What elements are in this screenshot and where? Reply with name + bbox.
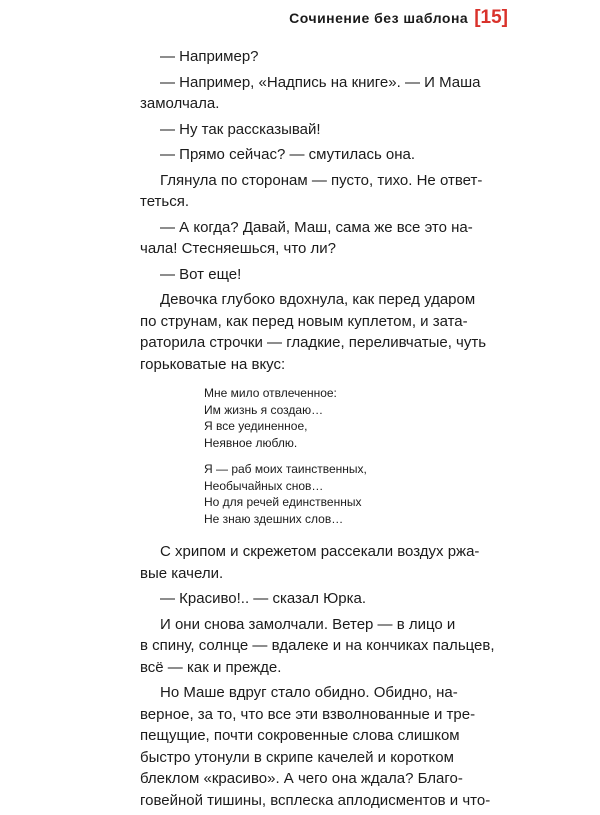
- poem-line: Я — раб моих таинственных,: [204, 462, 367, 476]
- text-line: вые качели.: [140, 564, 224, 582]
- text-line: — Прямо сейчас? — смутилась она.: [160, 146, 416, 163]
- text-line: говейной тишины, всплеска аплодисментов и что-: [140, 791, 491, 809]
- text-line: пещущие, почти сокровенные слова слишком: [140, 727, 460, 744]
- paragraph: [140, 682, 491, 811]
- poem-line: Я все уединенное,: [204, 419, 308, 433]
- text-line: горьковатые на вкус:: [140, 355, 286, 373]
- text-line: Глянула по сторонам — пусто, тихо. Не ответ-: [160, 171, 483, 189]
- text-line: — Вот еще!: [160, 265, 242, 283]
- page-number: [15]: [474, 7, 508, 28]
- text-line: С хрипом и скрежетом рассекали воздух ржа-: [160, 543, 480, 560]
- paragraph: [140, 541, 480, 584]
- paragraph: [140, 264, 462, 286]
- poem-stanza: [204, 385, 462, 451]
- text-line: верное, за то, что все эти взволнованные и тре-: [140, 705, 476, 723]
- text-line: замолчала.: [140, 95, 220, 112]
- paragraph: [140, 144, 462, 166]
- text-line: Но Маше вдруг стало обидно. Обидно, на-: [160, 684, 458, 701]
- poem-line: Необычайных снов…: [204, 478, 324, 493]
- body-text: [140, 46, 495, 815]
- paragraph: [140, 217, 473, 260]
- text-line: раторила строчки — гладкие, переливчатые, чуть: [140, 334, 487, 351]
- prose-section-2: [140, 541, 495, 811]
- paragraph: [140, 170, 483, 213]
- paragraph: [140, 119, 462, 141]
- poem-line: Мне мило отвлеченное:: [204, 386, 337, 400]
- running-header: [289, 7, 508, 29]
- running-title: Сочинение без шаблона: [289, 10, 469, 26]
- text-line: в спину, солнце — вдалеке и на кончиках пальцев,: [140, 637, 495, 654]
- prose-section-1: [140, 46, 487, 375]
- text-line: И они снова замолчали. Ветер — в лицо и: [160, 615, 456, 633]
- text-line: Девочка глубоко вдохнула, как перед ударом: [160, 291, 476, 308]
- paragraph: [140, 46, 462, 68]
- poem: [204, 385, 462, 527]
- paragraph: [140, 614, 495, 679]
- paragraph: [140, 72, 481, 115]
- poem-line: Неявное люблю.: [204, 435, 298, 450]
- text-line: — Например, «Надпись на книге». — И Маша: [160, 73, 481, 91]
- poem-line: Но для речей единственных: [204, 495, 362, 509]
- text-line: — А когда? Давай, Маш, сама же все это на-: [160, 218, 473, 236]
- poem-line: Не знаю здешних слов…: [204, 511, 344, 526]
- text-line: — Красиво!.. — сказал Юрка.: [160, 590, 367, 607]
- poem-line: Им жизнь я создаю…: [204, 402, 324, 417]
- text-line: чала! Стесняешься, что ли?: [140, 240, 337, 257]
- text-line: — Ну так рассказывай!: [160, 120, 321, 138]
- text-line: теться.: [140, 193, 190, 210]
- poem-stanza: [204, 461, 462, 527]
- text-line: по струнам, как перед новым куплетом, и зата-: [140, 312, 468, 330]
- paragraph: [140, 289, 487, 375]
- text-line: быстро утонули в скрипе качелей и коротком: [140, 748, 454, 766]
- paragraph: [140, 588, 462, 610]
- text-line: — Например?: [160, 48, 259, 65]
- text-line: блеклом «красиво». А чего она ждала? Благо-: [140, 770, 463, 787]
- text-line: всё — как и прежде.: [140, 658, 282, 676]
